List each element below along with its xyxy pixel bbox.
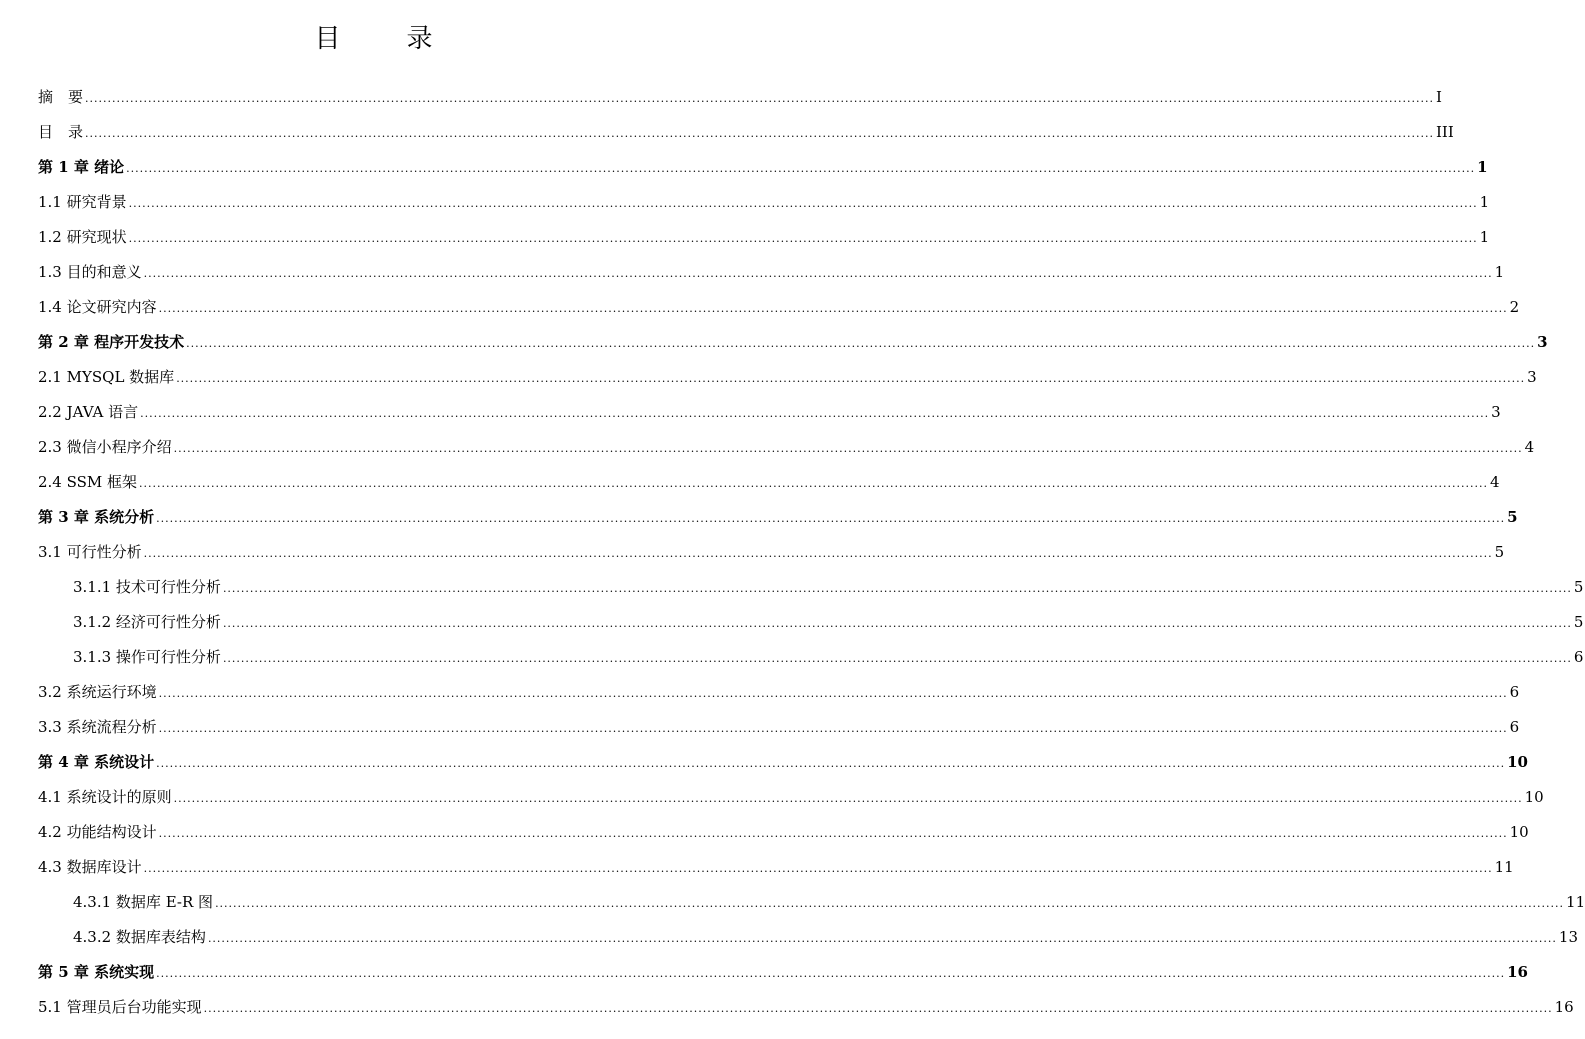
toc-leader-dots: ............................................................................................................................................................................................................................................................................................................ bbox=[140, 407, 1490, 420]
toc-entry-label: 4.1 系统设计的原则 bbox=[38, 788, 172, 806]
toc-entry-page-number: 1 bbox=[1477, 158, 1488, 176]
toc-entry-label: 3.2 系统运行环境 bbox=[38, 683, 157, 701]
toc-entry[interactable] bbox=[38, 84, 1442, 110]
toc-entry-page-number: 1 bbox=[1479, 193, 1490, 211]
toc-entry[interactable] bbox=[73, 889, 1585, 915]
toc-entry-label: 第 3 章 系统分析 bbox=[38, 508, 155, 526]
toc-entry[interactable] bbox=[38, 189, 1490, 215]
toc-entry-label: 4.2 功能结构设计 bbox=[38, 823, 157, 841]
toc-leader-dots: ............................................................................................................................................................................................................................................................................................................ bbox=[156, 512, 1506, 525]
toc-entry-label: 2.4 SSM 框架 bbox=[38, 473, 138, 491]
toc-leader-dots: ............................................................................................................................................................................................................................................................................................................ bbox=[128, 197, 1478, 210]
toc-entry-label: 3.1 可行性分析 bbox=[38, 543, 142, 561]
toc-entry[interactable] bbox=[38, 679, 1520, 705]
toc-leader-dots: ............................................................................................................................................................................................................................................................................................................ bbox=[143, 862, 1493, 875]
toc-entry-label: 1.4 论文研究内容 bbox=[38, 298, 157, 316]
toc-entry[interactable] bbox=[38, 959, 1528, 985]
toc-entry-page-number: 5 bbox=[1573, 613, 1584, 631]
toc-entry-page-number: 5 bbox=[1573, 578, 1584, 596]
toc-entry-label: 2.3 微信小程序介绍 bbox=[38, 438, 172, 456]
toc-leader-dots: ............................................................................................................................................................................................................................................................................................................ bbox=[139, 477, 1489, 490]
toc-entry[interactable] bbox=[38, 399, 1501, 425]
toc-entry-label: 1.3 目的和意义 bbox=[38, 263, 142, 281]
toc-entry[interactable] bbox=[38, 539, 1505, 565]
toc-entry-label: 2.2 JAVA 语言 bbox=[38, 403, 139, 421]
toc-entry-label: 第 5 章 系统实现 bbox=[38, 963, 155, 981]
toc-entry-page-number: 1 bbox=[1494, 263, 1505, 281]
toc-leader-dots: ............................................................................................................................................................................................................................................................................................................ bbox=[158, 827, 1508, 840]
toc-entry-page-number: 4 bbox=[1490, 473, 1500, 491]
toc-entry[interactable] bbox=[38, 224, 1490, 250]
toc-entry[interactable] bbox=[73, 644, 1584, 670]
toc-entry-label: 4.3 数据库设计 bbox=[38, 858, 142, 876]
toc-entry-page-number: 3 bbox=[1537, 333, 1548, 351]
toc-entry-label: 摘 要 bbox=[38, 88, 84, 106]
toc-leader-dots: ............................................................................................................................................................................................................................................................................................................ bbox=[158, 302, 1508, 315]
toc-entry-label: 3.1.2 经济可行性分析 bbox=[73, 613, 221, 631]
toc-entry[interactable] bbox=[38, 854, 1514, 880]
toc-entry-page-number: 11 bbox=[1494, 858, 1514, 876]
toc-leader-dots: ............................................................................................................................................................................................................................................................................................................ bbox=[173, 442, 1523, 455]
toc-leader-dots: ............................................................................................................................................................................................................................................................................................................ bbox=[143, 547, 1493, 560]
toc-leader-dots: ............................................................................................................................................................................................................................................................................................................ bbox=[158, 722, 1508, 735]
toc-entry[interactable] bbox=[38, 994, 1574, 1020]
toc-entry-page-number: 11 bbox=[1566, 893, 1585, 911]
toc-leader-dots: ............................................................................................................................................................................................................................................................................................................ bbox=[128, 232, 1478, 245]
toc-entry-label: 3.1.3 操作可行性分析 bbox=[73, 648, 221, 666]
toc-leader-dots: ............................................................................................................................................................................................................................................................................................................ bbox=[176, 372, 1526, 385]
toc-leader-dots: ............................................................................................................................................................................................................................................................................................................ bbox=[156, 757, 1506, 770]
toc-entry-page-number: 6 bbox=[1509, 718, 1520, 736]
toc-entry-label: 第 1 章 绪论 bbox=[38, 158, 125, 176]
toc-entry-page-number: 6 bbox=[1573, 648, 1584, 666]
toc-entry[interactable] bbox=[73, 609, 1584, 635]
toc-entry[interactable] bbox=[38, 469, 1500, 495]
toc-leader-dots: ............................................................................................................................................................................................................................................................................................................ bbox=[158, 687, 1508, 700]
toc-leader-dots: ............................................................................................................................................................................................................................................................................................................ bbox=[143, 267, 1493, 280]
toc-entry-label: 4.3.1 数据库 E-R 图 bbox=[73, 893, 214, 911]
toc-entry-page-number: III bbox=[1436, 123, 1454, 141]
toc-entry[interactable] bbox=[38, 259, 1505, 285]
toc-leader-dots: ............................................................................................................................................................................................................................................................................................................ bbox=[203, 1002, 1553, 1015]
toc-title: 目 录 bbox=[314, 24, 453, 54]
toc-entry-page-number: 5 bbox=[1494, 543, 1505, 561]
toc-entry-label: 第 4 章 系统设计 bbox=[38, 753, 155, 771]
toc-entry-label: 5.1 管理员后台功能实现 bbox=[38, 998, 202, 1016]
toc-leader-dots: ............................................................................................................................................................................................................................................................................................................ bbox=[85, 127, 1434, 140]
toc-entry-page-number: 13 bbox=[1558, 928, 1579, 946]
toc-entry-page-number: 10 bbox=[1524, 788, 1544, 806]
toc-entry-page-number: 10 bbox=[1507, 753, 1528, 771]
toc-entry-label: 1.2 研究现状 bbox=[38, 228, 127, 246]
toc-entry-label: 1.1 研究背景 bbox=[38, 193, 127, 211]
toc-entry-page-number: 1 bbox=[1479, 228, 1490, 246]
toc-entry[interactable] bbox=[38, 714, 1520, 740]
toc-leader-dots: ............................................................................................................................................................................................................................................................................................................ bbox=[222, 617, 1572, 630]
toc-entry-page-number: 3 bbox=[1491, 403, 1501, 421]
toc-leader-dots: ............................................................................................................................................................................................................................................................................................................ bbox=[207, 932, 1557, 945]
toc-entry-page-number: 2 bbox=[1509, 298, 1520, 316]
toc-entry-page-number: 5 bbox=[1507, 508, 1518, 526]
toc-entry-label: 第 2 章 程序开发技术 bbox=[38, 333, 185, 351]
toc-entry[interactable] bbox=[38, 434, 1535, 460]
toc-leader-dots: ............................................................................................................................................................................................................................................................................................................ bbox=[85, 92, 1434, 105]
toc-entry-label: 3.3 系统流程分析 bbox=[38, 718, 157, 736]
toc-entry[interactable] bbox=[38, 819, 1529, 845]
toc-leader-dots: ............................................................................................................................................................................................................................................................................................................ bbox=[215, 897, 1565, 910]
toc-entry[interactable] bbox=[73, 924, 1579, 950]
toc-entry-page-number: I bbox=[1436, 88, 1442, 106]
toc-leader-dots: ............................................................................................................................................................................................................................................................................................................ bbox=[126, 162, 1476, 175]
toc-entry[interactable] bbox=[38, 364, 1537, 390]
toc-entry-page-number: 10 bbox=[1509, 823, 1529, 841]
toc-entry[interactable] bbox=[38, 329, 1548, 355]
toc-entry[interactable] bbox=[38, 749, 1528, 775]
toc-entry-page-number: 4 bbox=[1524, 438, 1535, 456]
toc-leader-dots: ............................................................................................................................................................................................................................................................................................................ bbox=[173, 792, 1523, 805]
toc-entry[interactable] bbox=[38, 504, 1518, 530]
toc-entry-label: 2.1 MYSQL 数据库 bbox=[38, 368, 175, 386]
toc-entry[interactable] bbox=[38, 784, 1544, 810]
toc-leader-dots: ............................................................................................................................................................................................................................................................................................................ bbox=[156, 967, 1506, 980]
toc-entry-label: 目 录 bbox=[38, 123, 84, 141]
toc-leader-dots: ............................................................................................................................................................................................................................................................................................................ bbox=[186, 337, 1536, 350]
toc-entry[interactable] bbox=[38, 154, 1488, 180]
toc-leader-dots: ............................................................................................................................................................................................................................................................................................................ bbox=[222, 582, 1572, 595]
toc-entry[interactable] bbox=[38, 119, 1454, 145]
toc-entry-page-number: 16 bbox=[1554, 998, 1574, 1016]
toc-entry-page-number: 3 bbox=[1527, 368, 1537, 386]
toc-entry-label: 4.3.2 数据库表结构 bbox=[73, 928, 206, 946]
toc-entry-page-number: 16 bbox=[1507, 963, 1528, 981]
toc-leader-dots: ............................................................................................................................................................................................................................................................................................................ bbox=[222, 652, 1572, 665]
toc-entry[interactable] bbox=[73, 574, 1584, 600]
toc-entry[interactable] bbox=[38, 294, 1520, 320]
toc-entry-page-number: 6 bbox=[1509, 683, 1520, 701]
toc-entry-label: 3.1.1 技术可行性分析 bbox=[73, 578, 221, 596]
